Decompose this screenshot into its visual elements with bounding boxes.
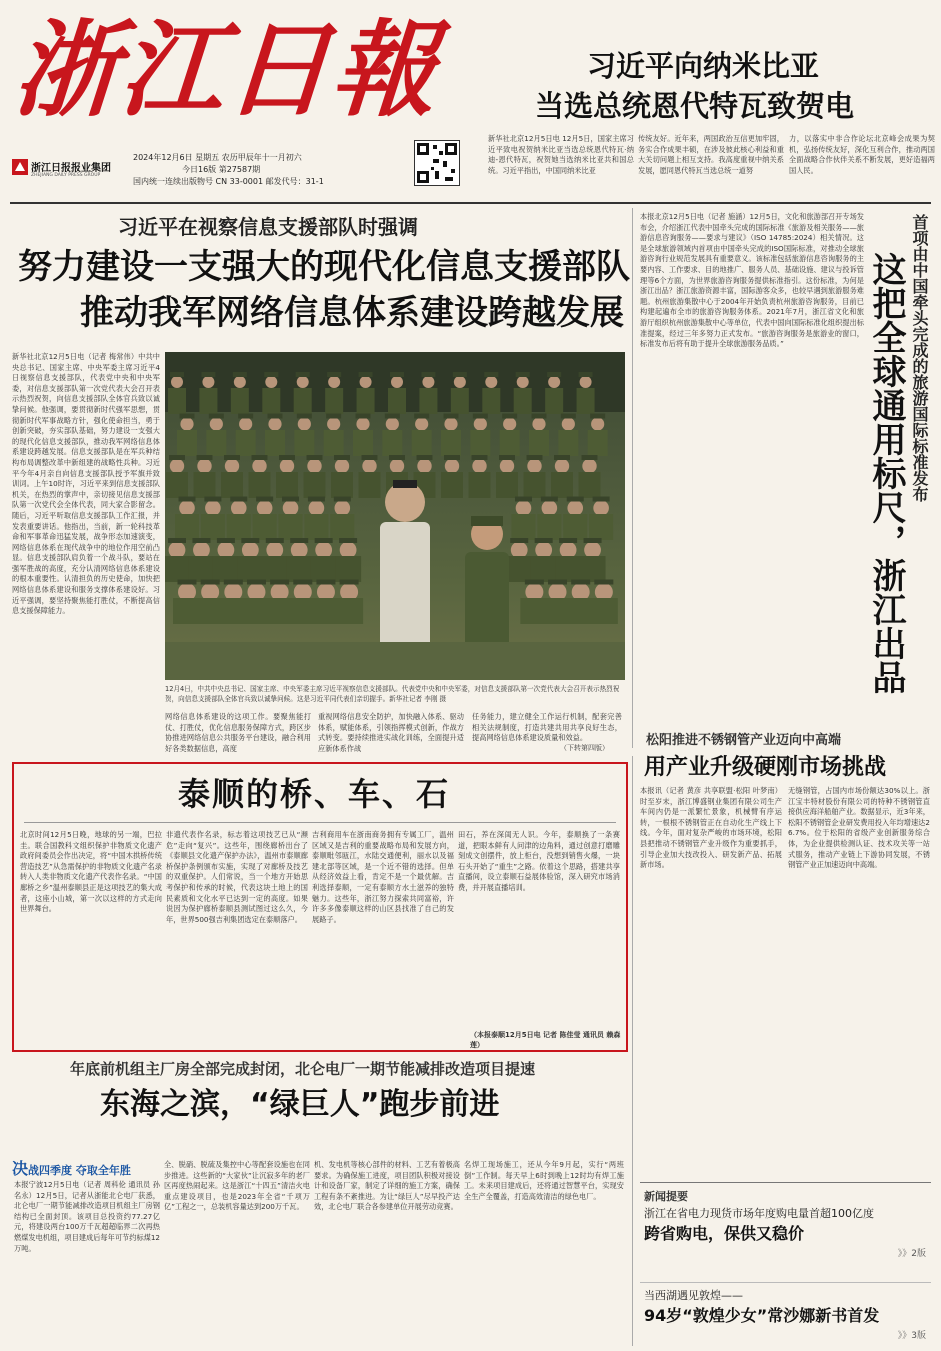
power-story-title[interactable]: 东海之滨，“绿巨人”跑步前进 (100, 1087, 500, 1122)
steel-story-title[interactable]: 用产业升级硬刚市场挑战 (644, 755, 887, 780)
main-story-kicker: 习近平在视察信息支援部队时强调 (118, 215, 418, 239)
power-story-kicker: 年底前机组主厂房全部完成封闭，北仑电厂一期节能减排改造项目提速 (70, 1060, 536, 1078)
main-story-title-line1[interactable]: 努力建设一支强大的现代化信息支援部队 (18, 247, 630, 287)
top-story-title[interactable]: 习近平向纳米比亚 当选总统恩代特瓦致贺电 (535, 49, 855, 123)
main-story-photo (165, 352, 625, 680)
right-story-vertical-title[interactable]: 这把全球通用标尺，浙江出品 (866, 252, 906, 694)
news-digest-separator (640, 1282, 931, 1283)
main-story-bottom-col1: 网络信息体系建设的这项工作。要聚焦能打仗、打胜仗，优化信息服务保障方式，跨区步协推进网络信息公共服务平台建设，融合利用好各类数据信息，高度 (165, 712, 311, 753)
main-story-left-text: 新华社北京12月5日电（记者 梅常伟）中共中央总书记、国家主席、中央军委主席习近平4日视察信息支援部队，代表党中央和中央军委，对信息支援部队第一次党代表大会召开表示热烈祝贺，向信息支援部队全体官兵致以诚挚问候。他强调，要贯彻新时代强军思想，贯彻新时代军事战略方针，强化使命担当，勇于创新突破，夯实部队基础，努力建设一支强大的现代化信息支援部队，推动我军网络信息体系建设跨越发展。信息支援部队是在军兵种结构布局调整改革中新组建的战略性兵种。习近平今年4月亲自向信息支援部队授予军旗并致训词。上午10时许，习近平来到信息支援部队机关，在热烈的掌声中，亲切接见信息支援部队第一次党代会全体代表，同大家合影留念。随后，习近平听取信息支援部队工作汇报，并发表重要讲话。他指出，当前，新一轮科技革命和军事革命迅猛发展，战争形态加速演变，网络信息体系在现代战争中的地位作用空前凸显。信息支援部队肩负着一个战斗队，要站在强军胜战的高度，充分认清网络信息体系建设的根本重要性。认清担负的历史使命，加快把网络信息体系建设和服务支撑体系建设好。习近平强调，要坚持聚焦能打胜仗，不断提高信息支援保障能力。 (12, 352, 160, 616)
qr-code-icon (415, 141, 459, 185)
masthead-divider (10, 202, 931, 204)
group-logo-icon (12, 159, 28, 175)
power-col3: 机、发电机等核心部件的材料、工艺有着极高要求。为确保施工进度，项目团队积极对接设计和设备厂家，制定了详细的施工方案，确保工程有条不紊推进。为让“绿巨人”尽早投产达效，北仑电厂联合各参建单位开展劳动竞赛。 (314, 1160, 460, 1212)
power-story-tag: 决战四季度 夺取全年胜 (12, 1159, 131, 1178)
main-story-continued[interactable]: （下转第四版） (560, 744, 609, 752)
taishun-col1: 北京时间12月5日晚，地球的另一端，巴拉圭。联合国教科文组织保护非物质文化遗产政府间委员会作出决定，将“中国木拱桥传统营造技艺”从急需保护的非物质文化遗产名录转入人类非物质文化遗产代表作名录。“中国廊桥之乡”温州泰顺县正是这项技艺的集大成者，这座小山城，第一次以这样的方式走向世界舞台。 (20, 830, 162, 914)
top-story-col3: 力，以落实中非合作论坛北京峰会成果为契机，弘扬传统友好，深化互利合作，推动两国全面战略合作伙伴关系不断发展，更好造福两国人民。 (789, 134, 935, 175)
main-story-bottom-col2: 重视网络信息安全防护，加快融入体系、驱动体系，赋能体系，引领指挥模式创新，作战方式转变。要持续推进实战化训练，全面提升适应新体系作战 (318, 712, 464, 753)
taishun-col4: 田石，养在深闺无人识。今年，泰顺换了一条赛道，把眼本鲜有人问津的边角料，通过创意打磨雕刻成文创摆件，放上柜台，没想到销售火爆，一块石头开始了“重生”之路。依着这个思路，搭建共享直播间，设立泰顺石益展体验馆，深入研究市场消费，并开展直播培训。 (458, 830, 620, 892)
news-digest-rule (640, 1182, 931, 1183)
news-digest-item2[interactable]: 当西湖遇见敦煌—— 94岁“敦煌少女”常沙娜新书首发 》》3版 (644, 1289, 926, 1341)
steel-col1: 本报讯（记者 黄彦 共享联盟·松阳 叶梦南）时至岁末，浙江博盛钢业集团有限公司生产车间内仍是一派繁忙景象，机械臂有序运转，一根根不锈钢管正在自动化生产线上下线。今年，面对复杂严峻的市场环境，松阳县把推动不锈钢管产业升级作为重要抓手，引导企业加大技改投入、研发新产品、拓展新市场。 (640, 786, 782, 870)
steel-col2: 无缝钢管，占国内市场份额达30%以上。浙江宝丰特材股份有限公司的特种不锈钢管直接供应海洋船舶产业。数据显示，近3年来，松阳不锈钢管企业研发费用投入年均增速达26.7%。位于松阳的省级产业创新服务综合体，为企业提供检测认证、技术攻关等一站式服务，推动产业链上下游协同发展，不锈钢管产业正加速迈向中高端。 (788, 786, 930, 870)
logo-text: 浙江日報 (9, 8, 443, 131)
main-story-photo-caption: 12月4日，中共中央总书记、国家主席、中央军委主席习近平视察信息支援部队。代表党中央和中央军委，对信息支援部队第一次党代表大会召开表示热烈祝贺，向信息支援部队全体官兵致以诚挚问候。这是习近平同代表们亲切握手。新华社记者 李刚 摄 (165, 685, 620, 703)
top-story-col2: 传统友好。近年来，两国政治互信更加牢固，务实合作成果丰硕，在涉及彼此核心利益和重大关切问题上相互支持。我高度重视中纳关系发展，愿同恩代特瓦当选总统一道努 (638, 134, 784, 175)
taishun-byline: （本报泰顺12月5日电 记者 陈佳莹 通讯员 赖森莲） (470, 1031, 621, 1049)
right-story-text: 本报北京12月5日电（记者 施涵）12月5日，文化和旅游部召开专场发布会，介绍浙江代表中国牵头完成的国际标准《旅游及相关服务——旅游信息咨询服务——要求与建议》（ISO 14785:2024）相关情况。这是全球旅游领域内首项由中国牵头完成的ISO国际标准，对推动全球旅游咨询行业规范发展具有重要意义。该标准包括旅游信息咨询服务的主要内容、工作要求、目的地推广、服务人员、基础设施、建议与投诉管理等6个方面，为世界旅游咨询服务提供标准指引。这份标准，为何是浙江出品？浙江旅游资源丰富，国际游客众多，也较早遇到旅游服务难题。杭州旅游集散中心于2004年开始负责杭州旅游咨询服务，目前已构建起遍布全市的旅游咨询服务体系。2021年7月，浙江省文化和旅游厅组织杭州旅游集散中心等单位，代表中国向国际标准化组织提出标准提案，经过三年多努力正式发布。“旅游咨询服务是旅游业的窗口，标准发布后将有助于提升全球旅游服务品质。” (640, 212, 864, 349)
taishun-story-title[interactable]: 泰顺的桥、车、石 (178, 775, 451, 813)
power-col4: 名焊工现场施工，还从今年9月起，实行“两班倒”工作制。每天早上6时到晚上12时均有焊工施工。未来项目建成后，还将通过智慧平台，实现安全生产全覆盖，打造高效清洁的绿色电厂。 (464, 1160, 624, 1201)
right-story-vertical-kicker: 首项由中国牵头完成的旅游国际标准发布 (910, 214, 929, 502)
news-digest-item1[interactable]: 浙江在省电力现货市场年度购电量首超100亿度 跨省购电，保供又稳价 》》2版 (644, 1207, 926, 1259)
taishun-col2: 非遗代表作名录，标志着这项技艺已从“濒危”走向“复兴”。这些年，围绕廊桥出台了《泰顺县文化遗产保护办法》，温州市泰顺廊桥保护条例颁布实施，实现了对廊桥及技艺的双重保护。人们常说，当一个地方开始思考保护和传承的时候，代表这块土地上的国民素质和文化水平已达到一定的高度。如果说因为保护廊桥泰顺县测试图过这么久，今年，世界500强吉利集团选定在泰顺落户。 (166, 830, 308, 924)
right-column-divider (632, 208, 633, 748)
masthead-dateline: 2024年12月6日 星期五 农历甲辰年十一月初六 今日16版 第27587期 国内统一连续出版物号 CN 33-0001 邮发代号：31-1 (133, 153, 324, 186)
power-col2: 全、脱硝、脱硫及集控中心等配套设施也在同步推进。这些新的“大家伙”让沉寂多年的老厂区再度热闹起来。这是浙江“十四五”清洁火电重点建设项目，也是2023年全省“千项万亿”工程之一，总装机容量达到200万千瓦。 (164, 1160, 310, 1212)
masthead-logo (9, 8, 484, 132)
main-story-bottom-col3: 任务能力，建立健全工作运行机制，配套完善相关法规制度，打造共建共用共享良好生态，提高网络信息体系建设质量和效益。 (472, 712, 622, 743)
news-digest-header: 新闻提要 (644, 1190, 688, 1203)
steel-column-divider (632, 756, 633, 1346)
taishun-col3: 吉利商用车在浙南商务拥有专属工厂，温州区域又是吉利的重要战略布局和发展方向，泰顺毗邻瓯江，水陆交通便利，丽水以及福建北部等区域，是一个近不错的选择。但单从经济效益上看，肯定不是一个最优解。吉利选择泰顺，一定有泰顺方水土滋养的独特魅力。这些年，浙江努力探索共同富裕，许许多多像泰顺这样的山区县找准了自己的发展路子。 (312, 830, 454, 924)
masthead-group: 浙江日报报业集团 ZHEJIANG DAILY PRESS GROUP (12, 157, 130, 187)
main-story-title-line2[interactable]: 推动我军网络信息体系建设跨越发展 (80, 293, 624, 333)
qr-code (414, 140, 460, 186)
top-story-col1: 新华社北京12月5日电 12月5日，国家主席习近平致电祝贺纳米比亚当选总统恩代特瓦·纳迪-恩代特瓦，祝贺她当选纳米比亚共和国总统。习近平指出，中国同纳米比亚 (488, 134, 634, 175)
taishun-title-rule (24, 822, 616, 823)
steel-story-kicker: 松阳推进不锈钢管产业迈向中高端 (646, 733, 842, 748)
power-col1: 本报宁波12月5日电（记者 周科伦 通讯员 孙名永）12月5日，记者从浙能北仑电厂获悉，北仑电厂一期节能减排改造项目机组主厂房钢结构已全面封顶。该项目总投资约77.27亿元，将建设两台100万千瓦超超临界二次再热燃煤发电机组，项目建成后每年可节约标煤12万吨。 (14, 1180, 160, 1253)
